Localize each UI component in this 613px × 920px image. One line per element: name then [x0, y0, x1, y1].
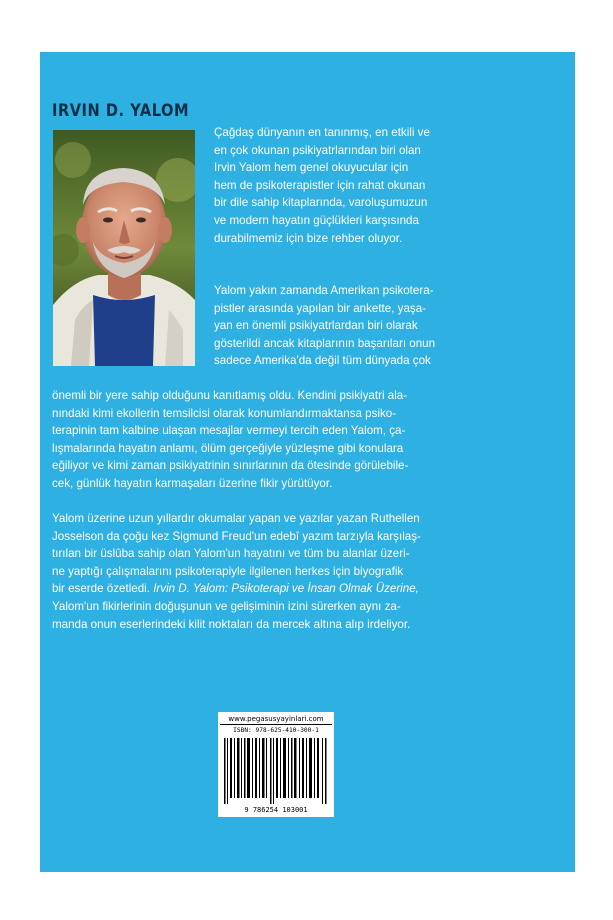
text-line: cek, günlük hayatın karmaşaları üzerine fikir yürütüyor.	[52, 476, 333, 490]
intro-paragraph	[214, 124, 520, 247]
author-photo	[53, 130, 195, 366]
text-line: Yalom üzerine uzun yıllardır okumalar yapan ve yazılar yazan Ruthellen	[52, 512, 420, 525]
text-line: Yalom yakın zamanda Amerikan psikotera-	[214, 284, 434, 297]
text-line: Yalom'un fikirlerinin doğuşunun ve gelişiminin izini sürerken aynı za-	[52, 599, 401, 613]
text-line: yan en önemli psikiyatrlardan biri olarak	[214, 319, 418, 333]
text-line: tırılan bir üslûba sahip olan Yalom'un hayatını ve tüm bu alanlar üzeri-	[52, 547, 410, 561]
text-line: Irvin Yalom hem genel okuyucular için	[214, 161, 409, 175]
text-line-with-title	[52, 580, 522, 598]
text-line: terapinin tam kalbine ulaşan mesajlar vermeyi tercih eden Yalom, ça-	[52, 424, 406, 438]
survey-paragraph-top	[214, 282, 520, 370]
text-line: lışmalarında hayatın anlamı, ölüm gerçeğiyle yüzleşme gibi konulara	[52, 441, 404, 455]
text-line: Josselson da çoğu kez Sigmund Freud'un edebî yazım tarzıyla karşılaş-	[52, 529, 421, 543]
text-line: eğiliyor ve kimi zaman psikiyatrinin sınırlarının da ötesinde görülebile-	[52, 459, 409, 473]
text-line: sadece Amerika'da değil tüm dünyada çok	[214, 354, 431, 368]
biography-paragraph	[52, 510, 522, 633]
text-line: gösterildi ancak kitaplarının başarıları onun	[214, 336, 436, 350]
text-segment: bir eserde özetledi.	[52, 582, 154, 596]
text-line: önemli bir yere sahip olduğunu kanıtlamış oldu. Kendini psikiyatri ala-	[52, 389, 408, 402]
barcode-bars-icon	[224, 738, 328, 804]
text-line: pistler arasında yapılan bir ankette, yaşa-	[214, 301, 427, 315]
text-line: manda onun eserlerindeki kilit noktaları da mercek altına alıp irdeliyor.	[52, 617, 411, 631]
text-line: nındaki kimi ekollerin temsilcisi olarak konumlandırmaktansa psiko-	[52, 406, 397, 420]
text-line: bir dile sahip kitaplarında, varoluşumuzun	[214, 196, 428, 210]
text-line: hem de psikoterapistler için rahat okunan	[214, 178, 426, 192]
barcode-label	[218, 712, 334, 817]
text-line: ne yaptığı çalışmalarını psikoterapiyle ilgilenen herkes için biyografik	[52, 564, 404, 578]
text-line: en çok okunan psikiyatrlarından biri olan	[214, 143, 421, 157]
barcode-number: 9 786254 103001	[244, 806, 308, 814]
text-line: ve modern hayatın güçlükleri karşısında	[214, 213, 419, 227]
author-portrait-illustration	[53, 130, 195, 366]
text-line: Çağdaş dünyanın en tanınmış, en etkili ve	[214, 126, 430, 139]
author-name: IRVIN D. YALOM	[52, 101, 190, 121]
survey-paragraph-bottom	[52, 387, 522, 493]
isbn-text: ISBN: 978-625-410-300-1	[233, 727, 319, 734]
publisher-url: www.pegasusyayinlari.com	[220, 714, 332, 725]
text-line: durabilmemiz için bize rehber oluyor.	[214, 231, 403, 245]
book-title: Irvin D. Yalom: Psikoterapi ve İnsan Olmak Üzerine,	[153, 582, 419, 596]
